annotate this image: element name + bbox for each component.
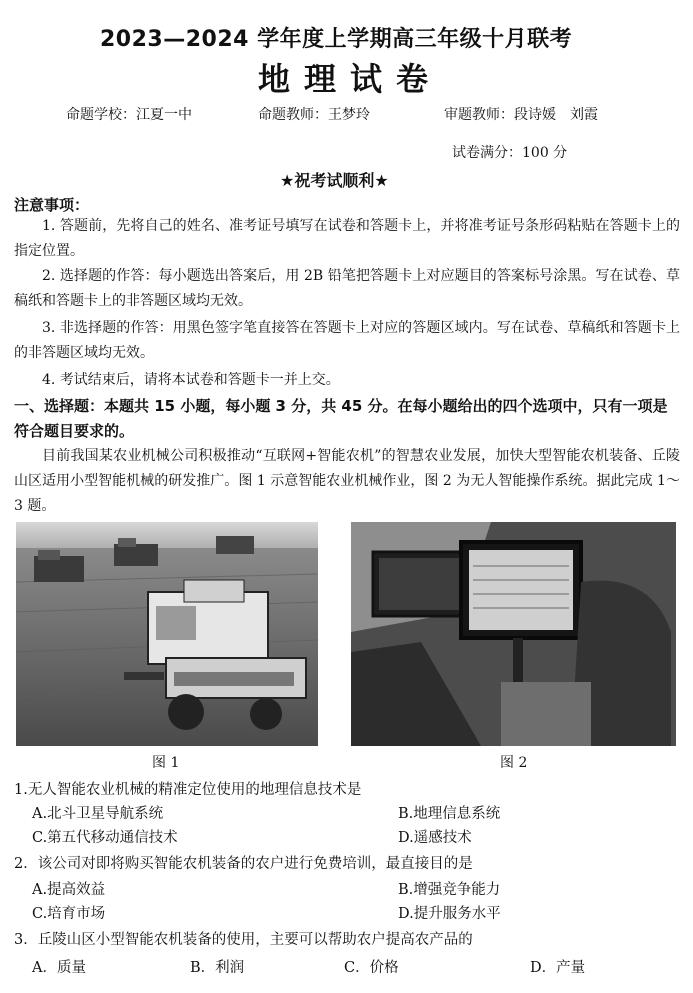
q3-option-b: B．利润 [190, 960, 245, 976]
subject-title: 地理试卷 [258, 60, 443, 98]
setter-teacher: 命题教师：王梦玲 [258, 107, 370, 123]
q3-option-c: C．价格 [344, 960, 399, 976]
q3-option-a: A．质量 [32, 960, 86, 976]
setter-school: 命题学校：江夏一中 [66, 107, 192, 123]
q2-option-d: D.提升服务水平 [398, 906, 501, 922]
q1-option-b: B.地理信息系统 [398, 806, 501, 822]
good-luck-banner: ★祝考试顺利★ [280, 171, 389, 190]
q1-option-a: A.北斗卫星导航系统 [32, 806, 164, 822]
notice-item-4: 4. 考试结束后，请将本试卷和答题卡一并上交。 [42, 372, 340, 388]
question-3-stem: 3．丘陵山区小型智能农机装备的使用，主要可以帮助农户提高农产品的 [14, 932, 473, 948]
question-intro: 目前我国某农业机械公司积极推动“互联网+智能农机”的智慧农业发展，加快大型智能农机装备、丘陵山区适用小型智能机械的研发推广。图 1 示意智能农业机械作业，图 2 为无人智能操作系统。据此完成 1～3 题。 [14, 448, 680, 514]
q2-option-c: C.培育市场 [32, 906, 106, 922]
control-system-illustration [351, 522, 676, 746]
q3-option-d: D．产量 [530, 960, 586, 976]
harvester-illustration [16, 522, 318, 746]
notice-item-2: 2. 选择题的作答：每小题选出答案后，用 2B 铅笔把答题卡上对应题目的答案标号涂黑。写在试卷、草稿纸和答题卡上的非答题区域均无效。 [14, 268, 680, 309]
notice-item-1: 1. 答题前，先将自己的姓名、准考证号填写在试卷和答题卡上，并将准考证号条形码粘贴在答题卡上的指定位置。 [14, 218, 680, 259]
q2-option-b: B.增强竞争能力 [398, 882, 501, 898]
q1-option-c: C.第五代移动通信技术 [32, 830, 178, 846]
q1-option-d: D.遥感技术 [398, 830, 472, 846]
section-heading: 一、选择题：本题共 15 小题，每小题 3 分，共 45 分。在每小题给出的四个选项中，只有一项是符合题目要求的。 [14, 397, 668, 440]
figure-2-photo [351, 522, 676, 746]
notice-heading: 注意事项： [14, 196, 90, 214]
question-1-stem: 1.无人智能农业机械的精准定位使用的地理信息技术是 [14, 782, 362, 798]
figure-1-caption: 图 1 [152, 755, 180, 771]
exam-title: 2023—2024 学年度上学期高三年级十月联考 [100, 27, 573, 52]
full-score: 试卷满分：100 分 [452, 145, 568, 161]
figure-1-photo [16, 522, 318, 746]
figure-2-caption: 图 2 [500, 755, 528, 771]
reviewer-teachers: 审题教师：段诗媛 刘霞 [444, 107, 598, 123]
notice-item-3: 3. 非选择题的作答：用黑色签字笔直接答在答题卡上对应的答题区域内。写在试卷、草稿纸和答题卡上的非答题区域均无效。 [14, 320, 680, 361]
question-2-stem: 2．该公司对即将购买智能农机装备的农户进行免费培训，最直接目的是 [14, 856, 473, 872]
q2-option-a: A.提高效益 [32, 882, 106, 898]
